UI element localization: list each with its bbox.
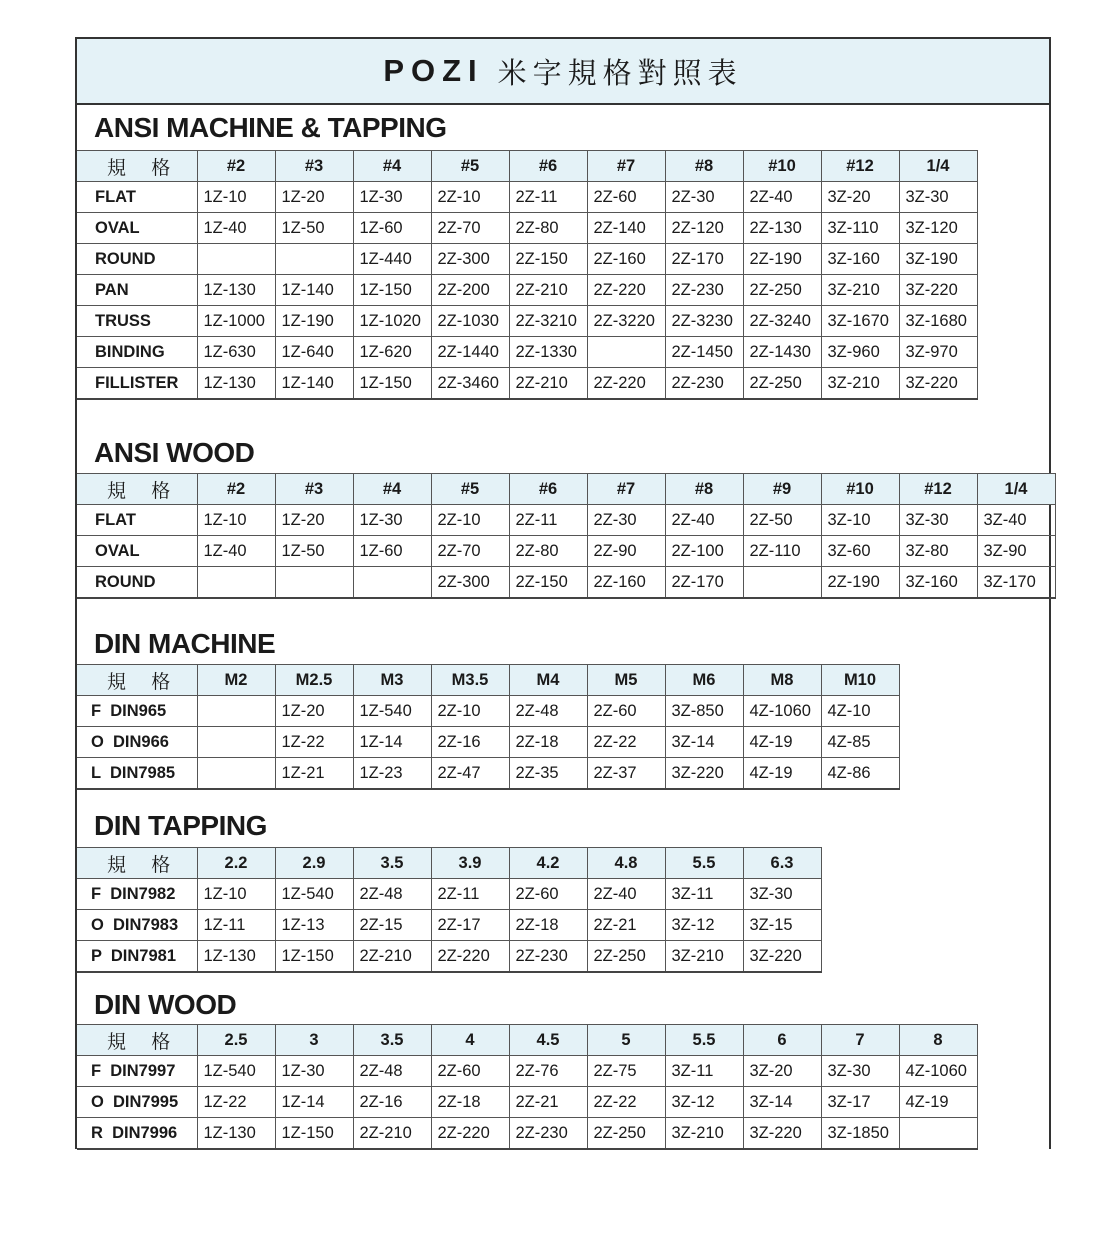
row-label: R DIN7996 (77, 1118, 197, 1150)
table-cell: 3Z-14 (665, 727, 743, 758)
table-cell (275, 244, 353, 275)
table-cell: 2Z-21 (509, 1087, 587, 1118)
table-cell: 2Z-40 (743, 182, 821, 213)
section-heading: ANSI WOOD (94, 437, 255, 468)
column-header: 2.2 (197, 848, 275, 879)
table-cell: 2Z-150 (509, 244, 587, 275)
table-cell: 2Z-190 (821, 567, 899, 599)
table-cell: 1Z-10 (197, 182, 275, 213)
table-cell: 3Z-190 (899, 244, 977, 275)
table-cell: 2Z-18 (509, 910, 587, 941)
table-cell: 2Z-220 (431, 941, 509, 973)
row-label: OVAL (77, 213, 197, 244)
column-header: M8 (743, 665, 821, 696)
row-label: OVAL (77, 536, 197, 567)
table-cell: 2Z-48 (509, 696, 587, 727)
table-cell: 3Z-17 (821, 1087, 899, 1118)
table-cell: 1Z-150 (353, 368, 431, 400)
table-row (77, 696, 899, 727)
table-cell: 3Z-40 (977, 505, 1055, 536)
table-cell: 2Z-100 (665, 536, 743, 567)
table-cell: 1Z-150 (275, 1118, 353, 1150)
table-cell: 1Z-20 (275, 182, 353, 213)
table-cell: 1Z-30 (275, 1056, 353, 1087)
table-cell: 1Z-50 (275, 213, 353, 244)
table-cell: 2Z-170 (665, 567, 743, 599)
spec-table (77, 473, 1056, 599)
table-row (77, 244, 977, 275)
column-header: 2.5 (197, 1025, 275, 1056)
table-cell (197, 696, 275, 727)
table-cell: 1Z-23 (353, 758, 431, 790)
table-cell: 2Z-130 (743, 213, 821, 244)
table-cell: 2Z-60 (509, 879, 587, 910)
column-header: 5.5 (665, 848, 743, 879)
column-header: 1/4 (977, 474, 1055, 505)
table-cell: 2Z-230 (665, 368, 743, 400)
table-cell: 2Z-11 (509, 505, 587, 536)
row-label: O DIN7995 (77, 1087, 197, 1118)
table-cell: 2Z-60 (587, 696, 665, 727)
table-cell: 3Z-30 (899, 182, 977, 213)
row-label: F DIN7982 (77, 879, 197, 910)
table-cell: 3Z-220 (899, 275, 977, 306)
table-cell (743, 567, 821, 599)
table-cell: 1Z-60 (353, 213, 431, 244)
table-cell: 3Z-1850 (821, 1118, 899, 1150)
table-cell: 1Z-10 (197, 879, 275, 910)
table-cell: 2Z-21 (587, 910, 665, 941)
table-cell: 2Z-150 (509, 567, 587, 599)
table-cell: 1Z-540 (353, 696, 431, 727)
table-cell: 2Z-10 (431, 182, 509, 213)
column-header: #4 (353, 151, 431, 182)
table-cell: 2Z-15 (353, 910, 431, 941)
table-cell: 2Z-250 (743, 368, 821, 400)
table-cell: 2Z-250 (587, 941, 665, 973)
table-cell: 3Z-20 (743, 1056, 821, 1087)
table-cell: 2Z-230 (509, 1118, 587, 1150)
table-cell: 2Z-160 (587, 567, 665, 599)
table-cell: 2Z-220 (431, 1118, 509, 1150)
row-label: F DIN965 (77, 696, 197, 727)
table-row (77, 213, 977, 244)
table-cell: 3Z-30 (899, 505, 977, 536)
table-cell: 3Z-220 (743, 941, 821, 973)
table-cell: 2Z-18 (431, 1087, 509, 1118)
table-cell: 1Z-130 (197, 368, 275, 400)
row-label: P DIN7981 (77, 941, 197, 973)
column-header: M2.5 (275, 665, 353, 696)
table-cell: 1Z-630 (197, 337, 275, 368)
table-cell: 3Z-170 (977, 567, 1055, 599)
row-label: O DIN966 (77, 727, 197, 758)
table-cell: 2Z-22 (587, 727, 665, 758)
table-header-row (77, 1025, 977, 1056)
column-header: #3 (275, 474, 353, 505)
table-cell: 4Z-85 (821, 727, 899, 758)
spec-table (77, 150, 978, 400)
table-row (77, 368, 977, 400)
table-cell: 2Z-1430 (743, 337, 821, 368)
table-cell: 1Z-640 (275, 337, 353, 368)
table-cell: 1Z-30 (353, 505, 431, 536)
table-cell: 2Z-210 (353, 1118, 431, 1150)
column-header: M10 (821, 665, 899, 696)
table-cell: 2Z-210 (353, 941, 431, 973)
table-cell: 2Z-3210 (509, 306, 587, 337)
table-cell: 1Z-40 (197, 213, 275, 244)
table-cell: 2Z-230 (665, 275, 743, 306)
table-cell: 1Z-540 (275, 879, 353, 910)
table-cell: 1Z-40 (197, 536, 275, 567)
table-cell: 2Z-16 (431, 727, 509, 758)
table-cell: 3Z-80 (899, 536, 977, 567)
title-bar (77, 39, 1049, 105)
table-header-row (77, 151, 977, 182)
page-title-latin: POZI (383, 53, 484, 88)
table-cell: 2Z-50 (743, 505, 821, 536)
table-cell: 2Z-10 (431, 696, 509, 727)
table-cell: 1Z-21 (275, 758, 353, 790)
column-header: 5.5 (665, 1025, 743, 1056)
row-label: FILLISTER (77, 368, 197, 400)
table-row (77, 306, 977, 337)
table-cell: 2Z-10 (431, 505, 509, 536)
table-row (77, 182, 977, 213)
table-cell: 1Z-22 (275, 727, 353, 758)
table-cell (197, 244, 275, 275)
row-label: BINDING (77, 337, 197, 368)
column-header: 8 (899, 1025, 977, 1056)
table-cell: 1Z-60 (353, 536, 431, 567)
table-cell: 2Z-300 (431, 567, 509, 599)
table-row (77, 1056, 977, 1087)
table-cell: 3Z-960 (821, 337, 899, 368)
column-header: 4.8 (587, 848, 665, 879)
table-cell: 2Z-1330 (509, 337, 587, 368)
table-cell: 3Z-210 (665, 1118, 743, 1150)
table-row (77, 727, 899, 758)
table-cell: 2Z-210 (509, 368, 587, 400)
table-cell: 3Z-1670 (821, 306, 899, 337)
table-cell: 3Z-120 (899, 213, 977, 244)
column-header: 3 (275, 1025, 353, 1056)
table-cell: 3Z-14 (743, 1087, 821, 1118)
column-header: #6 (509, 151, 587, 182)
row-label: FLAT (77, 182, 197, 213)
table-cell: 3Z-220 (665, 758, 743, 790)
table-cell: 2Z-230 (509, 941, 587, 973)
table-cell: 3Z-160 (821, 244, 899, 275)
table-cell: 2Z-30 (665, 182, 743, 213)
table-cell: 3Z-220 (899, 368, 977, 400)
column-header: #9 (743, 474, 821, 505)
table-cell: 2Z-35 (509, 758, 587, 790)
table-cell: 2Z-110 (743, 536, 821, 567)
corner-label: 規 格 (77, 665, 197, 696)
table-cell: 2Z-190 (743, 244, 821, 275)
table-cell: 1Z-140 (275, 275, 353, 306)
table-cell: 3Z-30 (743, 879, 821, 910)
column-header: #8 (665, 474, 743, 505)
table-cell: 3Z-15 (743, 910, 821, 941)
column-header: 2.9 (275, 848, 353, 879)
row-label: FLAT (77, 505, 197, 536)
table-row (77, 910, 821, 941)
table-cell: 3Z-90 (977, 536, 1055, 567)
table-cell: 3Z-210 (821, 275, 899, 306)
spec-table (77, 664, 900, 790)
table-cell: 1Z-190 (275, 306, 353, 337)
table-cell (587, 337, 665, 368)
table-cell: 3Z-12 (665, 1087, 743, 1118)
table-cell: 2Z-37 (587, 758, 665, 790)
table-cell: 4Z-19 (899, 1087, 977, 1118)
column-header: M5 (587, 665, 665, 696)
table-cell: 2Z-16 (353, 1087, 431, 1118)
column-header: #12 (899, 474, 977, 505)
table-row (77, 941, 821, 973)
table-cell: 2Z-3230 (665, 306, 743, 337)
row-label: ROUND (77, 244, 197, 275)
table-cell: 3Z-970 (899, 337, 977, 368)
table-cell: 2Z-90 (587, 536, 665, 567)
table-cell: 2Z-220 (587, 275, 665, 306)
table-cell: 1Z-14 (353, 727, 431, 758)
table-cell: 1Z-150 (353, 275, 431, 306)
table-cell: 2Z-210 (509, 275, 587, 306)
column-header: #7 (587, 151, 665, 182)
column-header: #10 (743, 151, 821, 182)
table-cell: 1Z-620 (353, 337, 431, 368)
column-header: M3.5 (431, 665, 509, 696)
table-cell: 2Z-70 (431, 536, 509, 567)
table-cell: 2Z-11 (431, 879, 509, 910)
column-header: #10 (821, 474, 899, 505)
table-cell: 1Z-440 (353, 244, 431, 275)
table-cell: 3Z-30 (821, 1056, 899, 1087)
table-cell (899, 1118, 977, 1150)
table-row (77, 275, 977, 306)
column-header: #5 (431, 474, 509, 505)
table-cell: 2Z-160 (587, 244, 665, 275)
table-cell: 1Z-1020 (353, 306, 431, 337)
table-cell: 3Z-10 (821, 505, 899, 536)
column-header: 4.5 (509, 1025, 587, 1056)
table-cell: 2Z-1440 (431, 337, 509, 368)
table-cell: 2Z-1030 (431, 306, 509, 337)
table-cell: 2Z-80 (509, 213, 587, 244)
column-header: 3.5 (353, 848, 431, 879)
table-cell: 4Z-1060 (743, 696, 821, 727)
table-cell: 2Z-75 (587, 1056, 665, 1087)
table-cell: 1Z-20 (275, 505, 353, 536)
table-cell: 1Z-14 (275, 1087, 353, 1118)
table-cell: 4Z-19 (743, 727, 821, 758)
row-label: TRUSS (77, 306, 197, 337)
table-cell: 2Z-40 (665, 505, 743, 536)
table-cell: 4Z-19 (743, 758, 821, 790)
column-header: #5 (431, 151, 509, 182)
column-header: M4 (509, 665, 587, 696)
spec-table (77, 847, 822, 973)
column-header: 7 (821, 1025, 899, 1056)
table-cell: 2Z-200 (431, 275, 509, 306)
row-label: ROUND (77, 567, 197, 599)
table-row (77, 536, 1055, 567)
table-cell (197, 727, 275, 758)
table-row (77, 1087, 977, 1118)
table-cell: 2Z-300 (431, 244, 509, 275)
column-header: #8 (665, 151, 743, 182)
section-heading: ANSI MACHINE & TAPPING (94, 112, 447, 143)
table-cell: 2Z-3220 (587, 306, 665, 337)
table-cell: 2Z-11 (509, 182, 587, 213)
table-cell: 3Z-160 (899, 567, 977, 599)
table-cell (197, 758, 275, 790)
row-label: PAN (77, 275, 197, 306)
table-cell: 2Z-250 (587, 1118, 665, 1150)
table-cell: 3Z-11 (665, 879, 743, 910)
table-cell: 2Z-140 (587, 213, 665, 244)
table-cell: 3Z-850 (665, 696, 743, 727)
column-header: M2 (197, 665, 275, 696)
column-header: 4.2 (509, 848, 587, 879)
table-cell: 1Z-1000 (197, 306, 275, 337)
row-label: F DIN7997 (77, 1056, 197, 1087)
table-cell: 4Z-10 (821, 696, 899, 727)
page-title-chinese: 米字規格對照表 (497, 57, 743, 90)
corner-label: 規 格 (77, 151, 197, 182)
table-cell: 1Z-13 (275, 910, 353, 941)
table-row (77, 567, 1055, 599)
table-cell: 2Z-80 (509, 536, 587, 567)
column-header: M3 (353, 665, 431, 696)
table-cell: 2Z-120 (665, 213, 743, 244)
column-header: 3.5 (353, 1025, 431, 1056)
column-header: M6 (665, 665, 743, 696)
column-header: #7 (587, 474, 665, 505)
table-cell: 1Z-20 (275, 696, 353, 727)
column-header: #6 (509, 474, 587, 505)
table-cell: 1Z-140 (275, 368, 353, 400)
table-cell: 2Z-250 (743, 275, 821, 306)
table-cell: 2Z-76 (509, 1056, 587, 1087)
table-cell: 1Z-22 (197, 1087, 275, 1118)
section-heading: DIN WOOD (94, 989, 237, 1020)
row-label: O DIN7983 (77, 910, 197, 941)
table-cell: 1Z-130 (197, 1118, 275, 1150)
table-header-row (77, 474, 1055, 505)
table-cell: 3Z-1680 (899, 306, 977, 337)
corner-label: 規 格 (77, 848, 197, 879)
table-cell: 3Z-210 (665, 941, 743, 973)
column-header: #4 (353, 474, 431, 505)
table-row (77, 505, 1055, 536)
table-cell: 2Z-40 (587, 879, 665, 910)
table-cell: 4Z-86 (821, 758, 899, 790)
column-header: 4 (431, 1025, 509, 1056)
table-cell: 1Z-130 (197, 941, 275, 973)
table-cell: 2Z-48 (353, 879, 431, 910)
table-header-row (77, 665, 899, 696)
table-cell: 4Z-1060 (899, 1056, 977, 1087)
table-cell: 2Z-220 (587, 368, 665, 400)
table-row (77, 758, 899, 790)
column-header: 5 (587, 1025, 665, 1056)
row-label: L DIN7985 (77, 758, 197, 790)
table-cell: 3Z-12 (665, 910, 743, 941)
table-row (77, 1118, 977, 1150)
table-header-row (77, 848, 821, 879)
table-cell: 3Z-60 (821, 536, 899, 567)
table-cell (275, 567, 353, 599)
corner-label: 規 格 (77, 474, 197, 505)
table-cell: 2Z-60 (431, 1056, 509, 1087)
column-header: #2 (197, 474, 275, 505)
table-row (77, 337, 977, 368)
column-header: 6.3 (743, 848, 821, 879)
column-header: 1/4 (899, 151, 977, 182)
table-cell: 3Z-11 (665, 1056, 743, 1087)
table-cell: 1Z-50 (275, 536, 353, 567)
section-heading: DIN TAPPING (94, 810, 267, 841)
column-header: 3.9 (431, 848, 509, 879)
table-cell: 2Z-47 (431, 758, 509, 790)
table-cell: 2Z-3240 (743, 306, 821, 337)
table-cell: 2Z-18 (509, 727, 587, 758)
column-header: #12 (821, 151, 899, 182)
column-header: #3 (275, 151, 353, 182)
table-cell: 2Z-3460 (431, 368, 509, 400)
table-cell: 2Z-30 (587, 505, 665, 536)
table-cell: 1Z-11 (197, 910, 275, 941)
table-cell: 2Z-60 (587, 182, 665, 213)
column-header: #2 (197, 151, 275, 182)
table-cell: 1Z-540 (197, 1056, 275, 1087)
table-cell: 3Z-210 (821, 368, 899, 400)
table-cell: 1Z-10 (197, 505, 275, 536)
spec-table (77, 1024, 978, 1150)
table-cell: 2Z-170 (665, 244, 743, 275)
table-cell: 2Z-22 (587, 1087, 665, 1118)
table-cell: 2Z-17 (431, 910, 509, 941)
table-cell: 1Z-150 (275, 941, 353, 973)
table-cell: 3Z-220 (743, 1118, 821, 1150)
table-row (77, 879, 821, 910)
table-cell (197, 567, 275, 599)
corner-label: 規 格 (77, 1025, 197, 1056)
table-cell: 1Z-130 (197, 275, 275, 306)
table-cell: 2Z-1450 (665, 337, 743, 368)
table-cell: 3Z-20 (821, 182, 899, 213)
table-cell: 2Z-70 (431, 213, 509, 244)
table-cell (353, 567, 431, 599)
table-cell: 2Z-48 (353, 1056, 431, 1087)
table-cell: 1Z-30 (353, 182, 431, 213)
table-cell: 3Z-110 (821, 213, 899, 244)
section-heading: DIN MACHINE (94, 628, 276, 659)
column-header: 6 (743, 1025, 821, 1056)
